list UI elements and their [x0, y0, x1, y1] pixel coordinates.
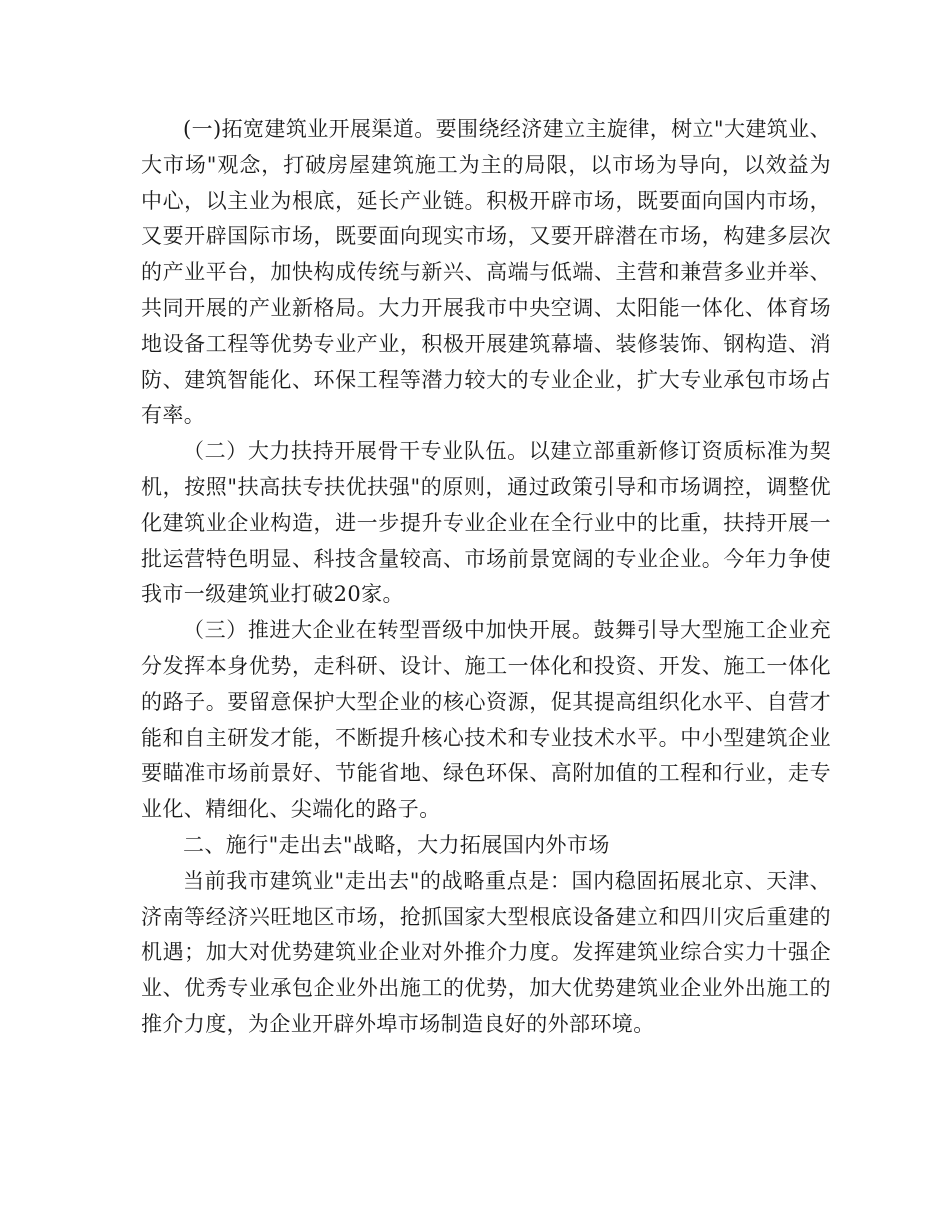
section-heading-going-out-strategy: 二、施行"走出去"战略，大力拓展国内外市场: [183, 832, 610, 857]
paragraph-going-out-focus: 当前我市建筑业"走出去"的战略重点是：国内稳固拓展北京、天津、济南等经济兴旺地区市场，抢抓国家大型根底设备建立和四川灾后重建的机遇；加大对优势建筑业企业对外推介力度。发挥建筑业综合实力十强企业、优秀专业承包企业外出施工的优势，加大优势建筑业企业外出施工的推介力度，为企业开辟外埠市场制造良好的外部环境。: [141, 868, 831, 1036]
document-body: [141, 112, 831, 1043]
paragraph-support-professional-teams: （二）大力扶持开展骨干专业队伍。以建立部重新修订资质标准为契机，按照"扶高扶专扶优扶强"的原则，通过政策引导和市场调控，调整优化建筑业企业构造，进一步提升专业企业在全行业中的比重，扶持开展一批运营特色明显、科技含量较高、市场前景宽阔的专业企业。今年力争使我市一级建筑业打破20家。: [141, 439, 831, 607]
paragraph-expand-channels: (一)拓宽建筑业开展渠道。要围绕经济建立主旋律，树立"大建筑业、大市场"观念，打破房屋建筑施工为主的局限，以市场为导向，以效益为中心，以主业为根底，延长产业链。积极开辟市场，既要面向国内市场，又要开辟国际市场，既要面向现实市场，又要开辟潜在市场，构建多层次的产业平台，加快构成传统与新兴、高端与低端、主营和兼营多业并举、共同开展的产业新格局。大力开展我市中央空调、太阳能一体化、体育场地设备工程等优势专业产业，积极开展建筑幕墙、装修装饰、钢构造、消防、建筑智能化、环保工程等潜力较大的专业企业，扩大专业承包市场占有率。: [141, 117, 831, 428]
paragraph-large-enterprise-upgrade: （三）推进大企业在转型晋级中加快开展。鼓舞引导大型施工企业充分发挥本身优势，走科研、设计、施工一体化和投资、开发、施工一体化的路子。要留意保护大型企业的核心资源，促其提高组织化水平、自营才能和自主研发才能，不断提升核心技术和专业技术水平。中小型建筑企业要瞄准市场前景好、节能省地、绿色环保、高附加值的工程和行业，走专业化、精细化、尖端化的路子。: [141, 618, 831, 822]
